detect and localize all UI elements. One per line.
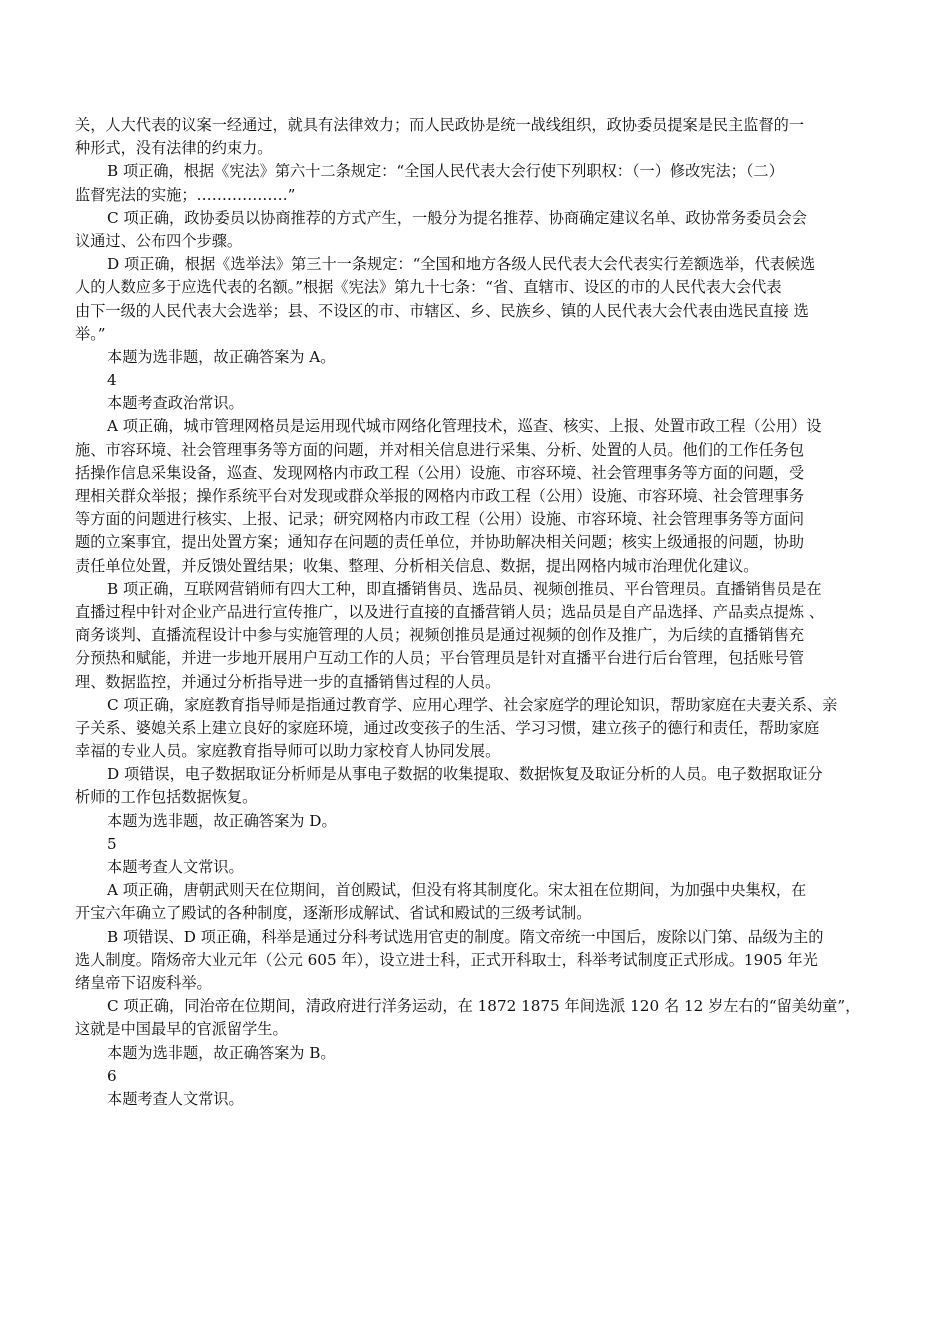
text-line: C 项正确，政协委员以协商推荐的方式产生，一般分为提名推荐、协商确定建议名单、政协常务委员会会 <box>107 208 807 227</box>
text-line: 等方面的问题进行核实、上报、记录；研究网格内市政工程（公用）设施、市容环境、社会管理事务等方面问 <box>75 510 804 529</box>
text-line: 本题考查政治常识。 <box>107 394 244 413</box>
text-line: B 项错误、D 项正确，科举是通过分科考试选用官吏的制度。隋文帝统一中国后，废除以门第、品级为主的 <box>107 927 824 946</box>
text-line: 题的立案事宜，提出处置方案；通知存在问题的责任单位，并协助解决相关问题；核实上级通报的问题，协助 <box>75 533 804 552</box>
text-line: 理相关群众举报；操作系统平台对发现或群众举报的网格内市政工程（公用）设施、市容环境、社会管理事务 <box>75 487 804 505</box>
text-line: 关，人大代表的议案一经通过，就具有法律效力；而人民政协是统一战线组织，政协委员提案是民主监督的一 <box>75 116 804 134</box>
text-line: 子关系、婆媳关系上建立良好的家庭环境，通过改变孩子的生活、学习习惯，建立孩子的德行和责任，帮助家庭 <box>75 718 820 737</box>
text-line: 开宝六年确立了殿试的各种制度，逐渐形成解试、省试和殿试的三级考试制。 <box>75 904 592 923</box>
text-line: 商务谈判、直播流程设计中参与实施管理的人员；视频创推员是通过视频的创作及推广，为后续的直播销售充 <box>75 626 804 645</box>
text-line: 施、市容环境、社会管理事务等方面的问题，并对相关信息进行采集、分析、处置的人员。他们的工作任务包 <box>75 440 804 459</box>
text-line: C 项正确，同治帝在位期间，清政府进行洋务运动，在 1872 1875 年间选派 120 名 12 岁左右的“留美幼童”， <box>107 997 861 1016</box>
text-line: 幸福的专业人员。家庭教育指导师可以助力家校育人协同发展。 <box>75 742 501 761</box>
text-line: 析师的工作包括数据恢复。 <box>75 788 258 807</box>
text-line: C 项正确，家庭教育指导师是指通过教育学、应用心理学、社会家庭学的理论知识，帮助家庭在夫妻关系、亲 <box>107 695 838 714</box>
text-line: B 项正确，根据《宪法》第六十二条规定：“全国人民代表大会行使下列职权：（一）修改宪法；（二） <box>107 162 784 181</box>
text-line: 举。” <box>75 324 106 343</box>
text-line: 这就是中国最早的官派留学生。 <box>75 1020 288 1039</box>
text-line: 议通过、公布四个步骤。 <box>75 231 243 250</box>
text-line: 6 <box>107 1066 117 1085</box>
text-line: D 项错误，电子数据取证分析师是从事电子数据的收集提取、数据恢复及取证分析的人员。电子数据取证分 <box>107 765 823 784</box>
text-line: 监督宪法的实施；………………” <box>75 185 296 204</box>
text-line: 绪皇帝下诏废科举。 <box>75 973 212 992</box>
text-line: 本题为选非题，故正确答案为 B。 <box>107 1043 336 1062</box>
text-line: 本题考查人文常识。 <box>107 858 244 876</box>
text-line: 本题考查人文常识。 <box>107 1089 244 1108</box>
text-line: 由下一级的人民代表大会选举；县、不设区的市、市辖区、乡、民族乡、镇的人民代表大会代表由选民直接 选 <box>75 301 809 320</box>
text-line: A 项正确，唐朝武则天在位期间，首创殿试，但没有将其制度化。宋太祖在位期间，为加强中央集权，在 <box>107 881 807 900</box>
text-line: 理、数据监控，并通过分析指导进一步的直播销售过程的人员。 <box>75 672 501 691</box>
text-line: B 项正确，互联网营销师有四大工种，即直播销售员、选品员、视频创推员、平台管理员。直播销售员是在 <box>107 579 822 598</box>
text-line: 人的人数应多于应选代表的名额。”根据《宪法》第九十七条：“省、直辖市、设区的市的人民代表大会代表 <box>75 278 782 297</box>
text-line: D 项正确，根据《选举法》第三十一条规定：“全国和地方各级人民代表大会代表实行差额选举，代表候选 <box>107 255 816 274</box>
text-line: 本题为选非题，故正确答案为 A。 <box>107 347 336 366</box>
text-line: 分预热和赋能，并进一步地开展用户互动工作的人员；平台管理员是针对直播平台进行后台管理，包括账号管 <box>75 649 804 668</box>
text-line: A 项正确，城市管理网格员是运用现代城市网络化管理技术，巡查、核实、上报、处置市政工程（公用）设 <box>107 417 822 436</box>
text-line: 5 <box>107 834 117 853</box>
text-line: 4 <box>107 371 117 390</box>
text-line: 选人制度。隋炀帝大业元年（公元 605 年），设立进士科，正式开科取士，科举考试制度正式形成。1905 年光 <box>75 950 818 969</box>
text-line: 种形式，没有法律的约束力。 <box>75 139 273 158</box>
text-line: 本题为选非题，故正确答案为 D。 <box>107 811 337 830</box>
text-line: 括操作信息采集设备，巡查、发现网格内市政工程（公用）设施、市容环境、社会管理事务等方面的问题，受 <box>75 463 804 482</box>
document-page <box>75 114 875 1111</box>
text-line: 责任单位处置，并反馈处置结果；收集、整理、分析相关信息、数据，提出网格内城市治理优化建议。 <box>75 556 759 575</box>
text-line: 直播过程中针对企业产品进行宣传推广，以及进行直接的直播营销人员；选品员是自产品选择、产品卖点提炼 、 <box>75 602 825 621</box>
